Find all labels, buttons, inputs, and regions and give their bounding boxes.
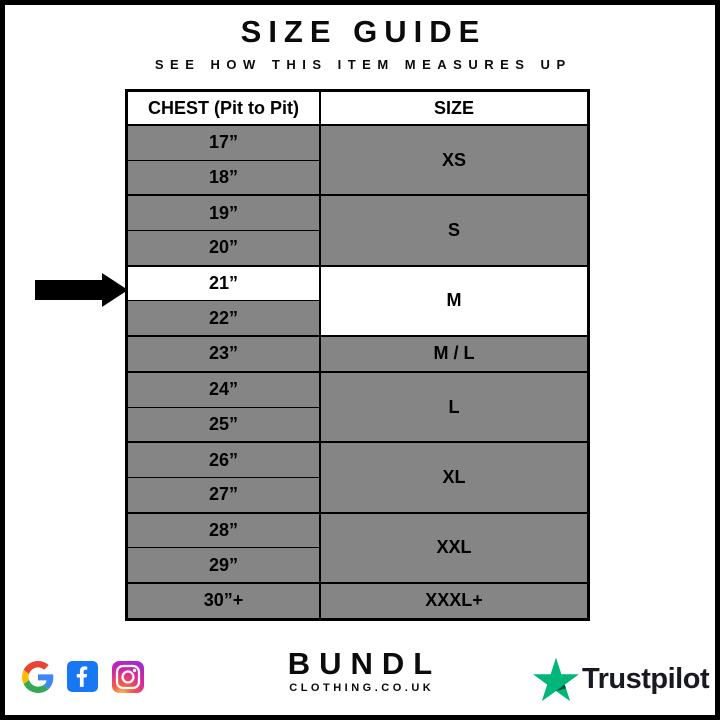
- chest-cell: 20”: [127, 231, 321, 266]
- table-row: [127, 266, 589, 301]
- size-table: [125, 89, 590, 621]
- table-header-row: [127, 91, 589, 126]
- size-cell: M / L: [320, 336, 589, 372]
- table-row: [127, 336, 589, 372]
- trustpilot-label: Trustpilot: [582, 663, 710, 695]
- page-subtitle: SEE HOW THIS ITEM MEASURES UP: [154, 57, 572, 72]
- chest-cell: 24”: [127, 372, 321, 407]
- size-cell: XXL: [320, 513, 589, 583]
- size-cell: XXXL+: [320, 583, 589, 619]
- trustpilot-star-icon: [533, 657, 579, 702]
- table-header-size: SIZE: [320, 91, 589, 126]
- brand-domain: CLOTHING.CO.UK: [289, 682, 435, 694]
- table-header-chest: CHEST (Pit to Pit): [127, 91, 321, 126]
- page-title: SIZE GUIDE: [240, 14, 487, 49]
- chest-cell: 29”: [127, 548, 321, 583]
- pointer-arrow-icon: [35, 273, 127, 307]
- chest-cell: 23”: [127, 336, 321, 372]
- chest-cell: 18”: [127, 160, 321, 195]
- chest-cell: 22”: [127, 301, 321, 336]
- table-row: [127, 195, 589, 230]
- chest-cell: 21”: [127, 266, 321, 301]
- table-row: [127, 372, 589, 407]
- size-cell: L: [320, 372, 589, 442]
- size-cell: S: [320, 195, 589, 265]
- table-row: [127, 513, 589, 548]
- chest-cell: 17”: [127, 125, 321, 160]
- trustpilot-logo: [533, 657, 709, 702]
- chest-cell: 19”: [127, 195, 321, 230]
- arrow-shaft: [35, 280, 102, 300]
- table-row: [127, 442, 589, 477]
- size-cell: XS: [320, 125, 589, 195]
- chest-cell: 25”: [127, 407, 321, 442]
- chest-cell: 30”+: [127, 583, 321, 619]
- table-row: [127, 125, 589, 160]
- brand-name: BUNDL: [287, 646, 442, 681]
- table-row: [127, 583, 589, 619]
- size-table-body: [127, 125, 589, 619]
- size-cell: M: [320, 266, 589, 336]
- chest-cell: 28”: [127, 513, 321, 548]
- chest-cell: 27”: [127, 477, 321, 512]
- size-cell: XL: [320, 442, 589, 512]
- chest-cell: 26”: [127, 442, 321, 477]
